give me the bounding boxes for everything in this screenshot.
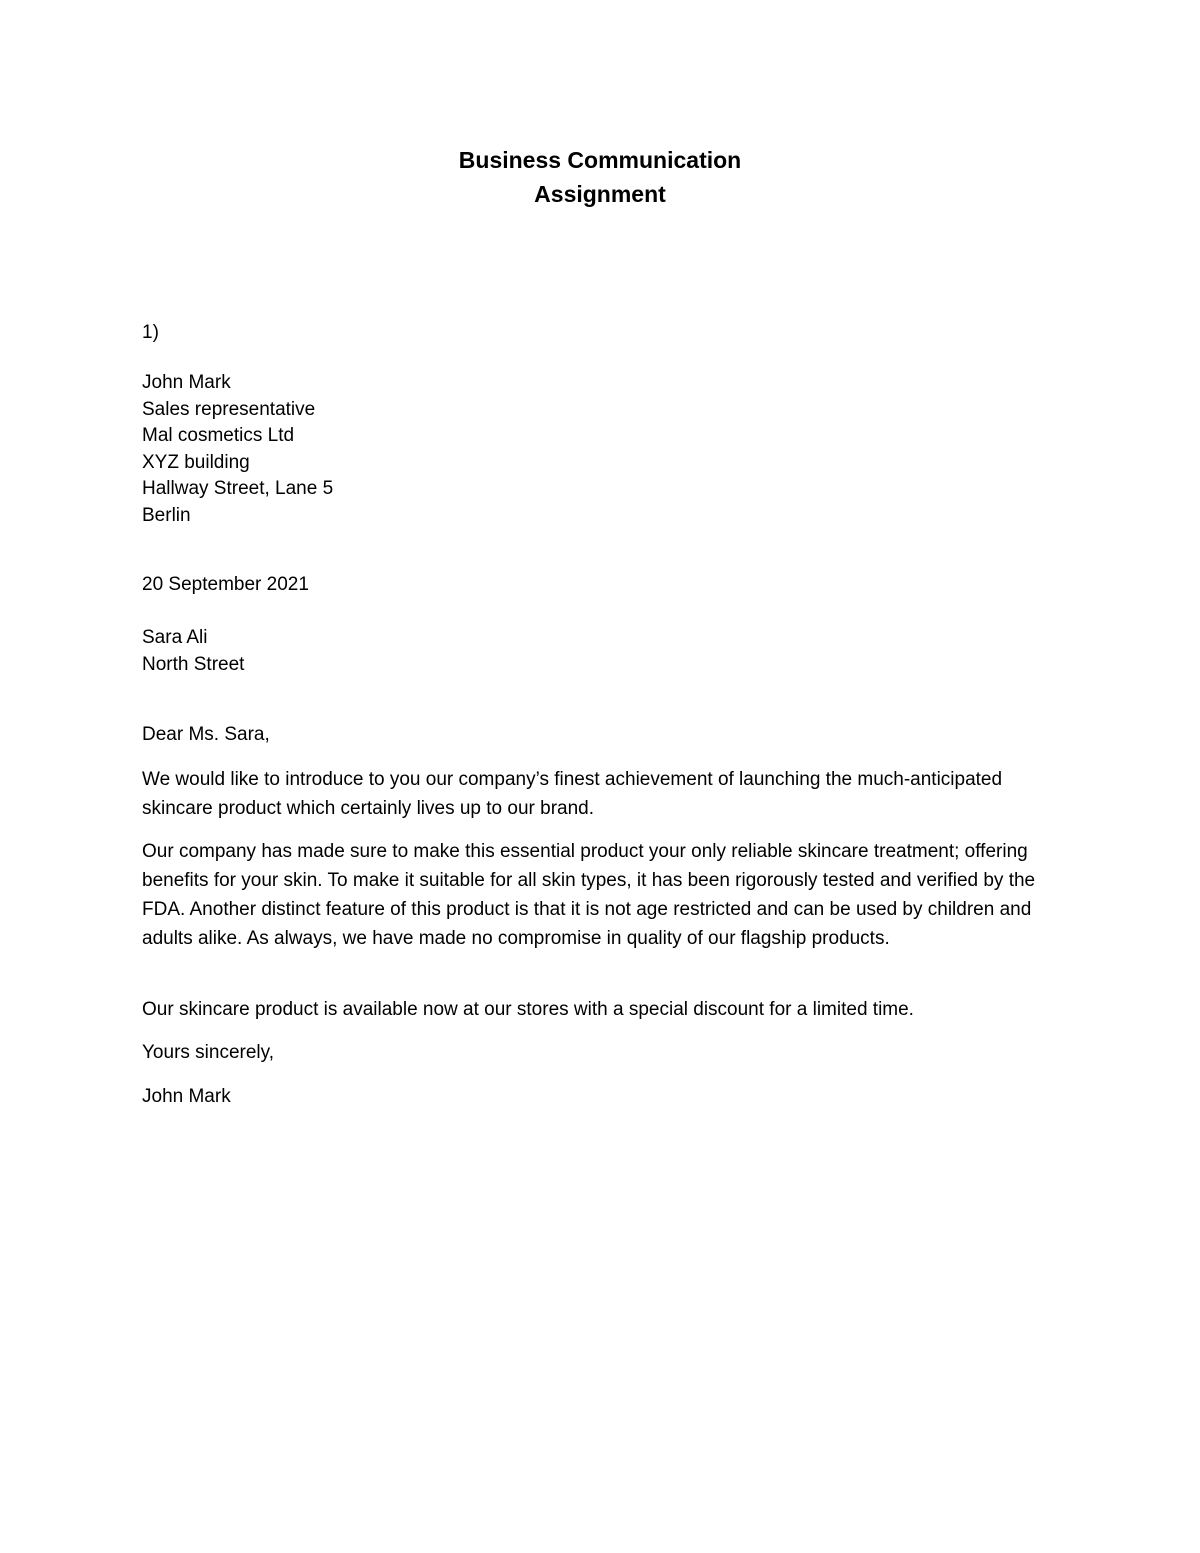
body-paragraph-1: We would like to introduce to you our company’s finest achievement of launching the much-anticipated skincare product which certainly lives up to our brand. xyxy=(142,769,1003,819)
question-number: 1) xyxy=(142,322,159,343)
closing: Yours sincerely, xyxy=(142,1042,275,1063)
sender-building: XYZ building xyxy=(142,451,250,473)
body-paragraph-3: Our skincare product is available now at our stores with a special discount for a limited time. xyxy=(142,999,914,1020)
signature: John Mark xyxy=(142,1086,231,1107)
document-title: Business Communication xyxy=(458,147,742,173)
salutation: Dear Ms. Sara, xyxy=(142,724,270,745)
sender-street: Hallway Street, Lane 5 xyxy=(142,478,334,499)
document-subtitle: Assignment xyxy=(534,181,666,207)
recipient-name: Sara Ali xyxy=(142,627,208,648)
sender-position: Sales representative xyxy=(142,398,316,420)
recipient-street: North Street xyxy=(142,653,245,675)
letter-date: 20 September 2021 xyxy=(142,574,309,595)
sender-company: Mal cosmetics Ltd xyxy=(142,425,295,446)
sender-city: Berlin xyxy=(142,504,191,526)
body-paragraph-2: Our company has made sure to make this essential product your only reliable skincare treatment; offering benefits for your skin. To make it suitable for all skin types, it has been rigorously tested and verified by the FDA. Another distinct feature of this product is that it is not age restricted and can be used by children and adults alike. As always, we have made no compromise in quality of our flagship products. xyxy=(142,841,1036,949)
sender-name: John Mark xyxy=(142,372,231,393)
